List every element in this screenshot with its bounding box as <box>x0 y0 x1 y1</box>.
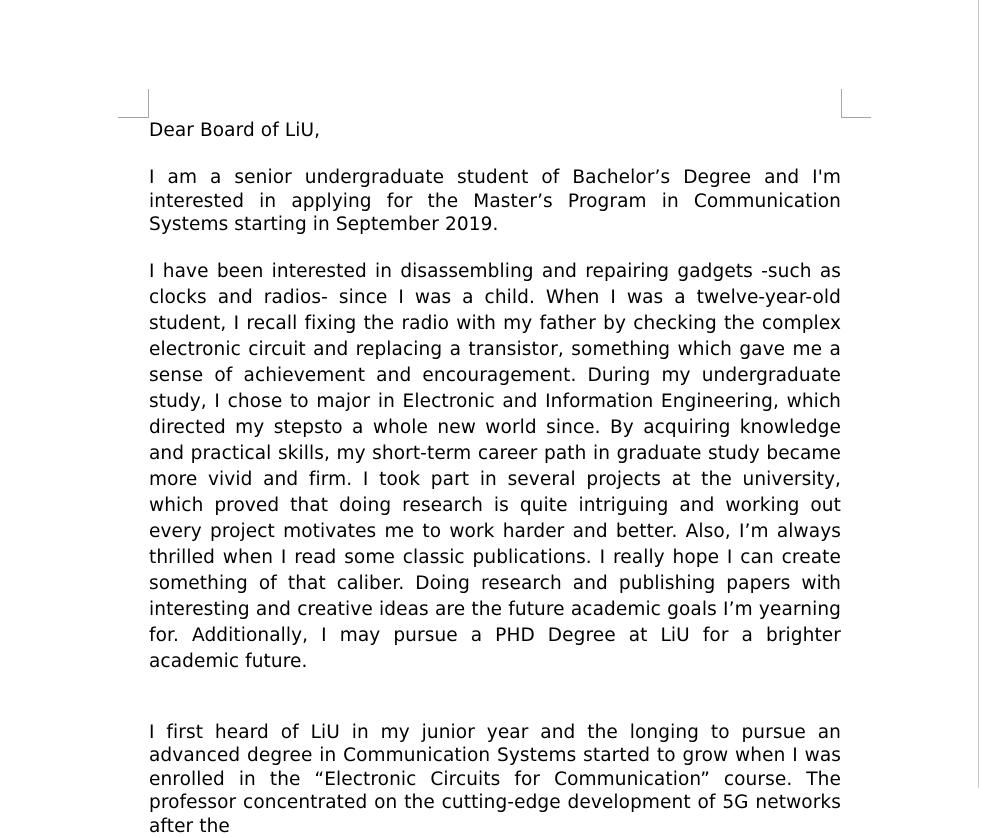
paragraph-intro: I am a senior undergraduate student of Bachelor’s Degree and I'm interested in applying for the Master’s Program in Communication Systems starting in September 2019. <box>149 166 841 237</box>
paragraph-background: I have been interested in disassembling and repairing gadgets -such as clocks and radios- since I was a child. When I was a twelve-year-old student, I recall fixing the radio with my father by checking the complex electronic circuit and replacing a transistor, something which gave me a sense of achievement and encouragement. During my undergraduate study, I chose to major in Electronic and Information Engineering, which directed my stepsto a whole new world since. By acquiring knowledge and practical skills, my short-term career path in graduate study became more vivid and firm. I took part in several projects at the university, which proved that doing research is quite intriguing and working out every project motivates me to work harder and better. Also, I’m always thrilled when I read some classic publications. I really hope I can create something of that caliber. Doing research and publishing papers with interesting and creative ideas are the future academic goals I’m yearning for. Additionally, I may pursue a PHD Degree at LiU for a brighter academic future. <box>149 259 841 675</box>
window-right-edge <box>978 0 992 788</box>
paragraph-motivation: I first heard of LiU in my junior year and the longing to pursue an advanced degree in Communication Systems started to grow when I was enrolled in the “Electronic Circuits for Communication” course. The professor concentrated on the cutting-edge development of 5G networks after the <box>149 721 841 838</box>
document-body[interactable] <box>149 118 841 838</box>
top-left-crop-mark <box>118 89 149 119</box>
top-right-crop-mark <box>841 89 872 119</box>
salutation: Dear Board of LiU, <box>149 118 841 144</box>
